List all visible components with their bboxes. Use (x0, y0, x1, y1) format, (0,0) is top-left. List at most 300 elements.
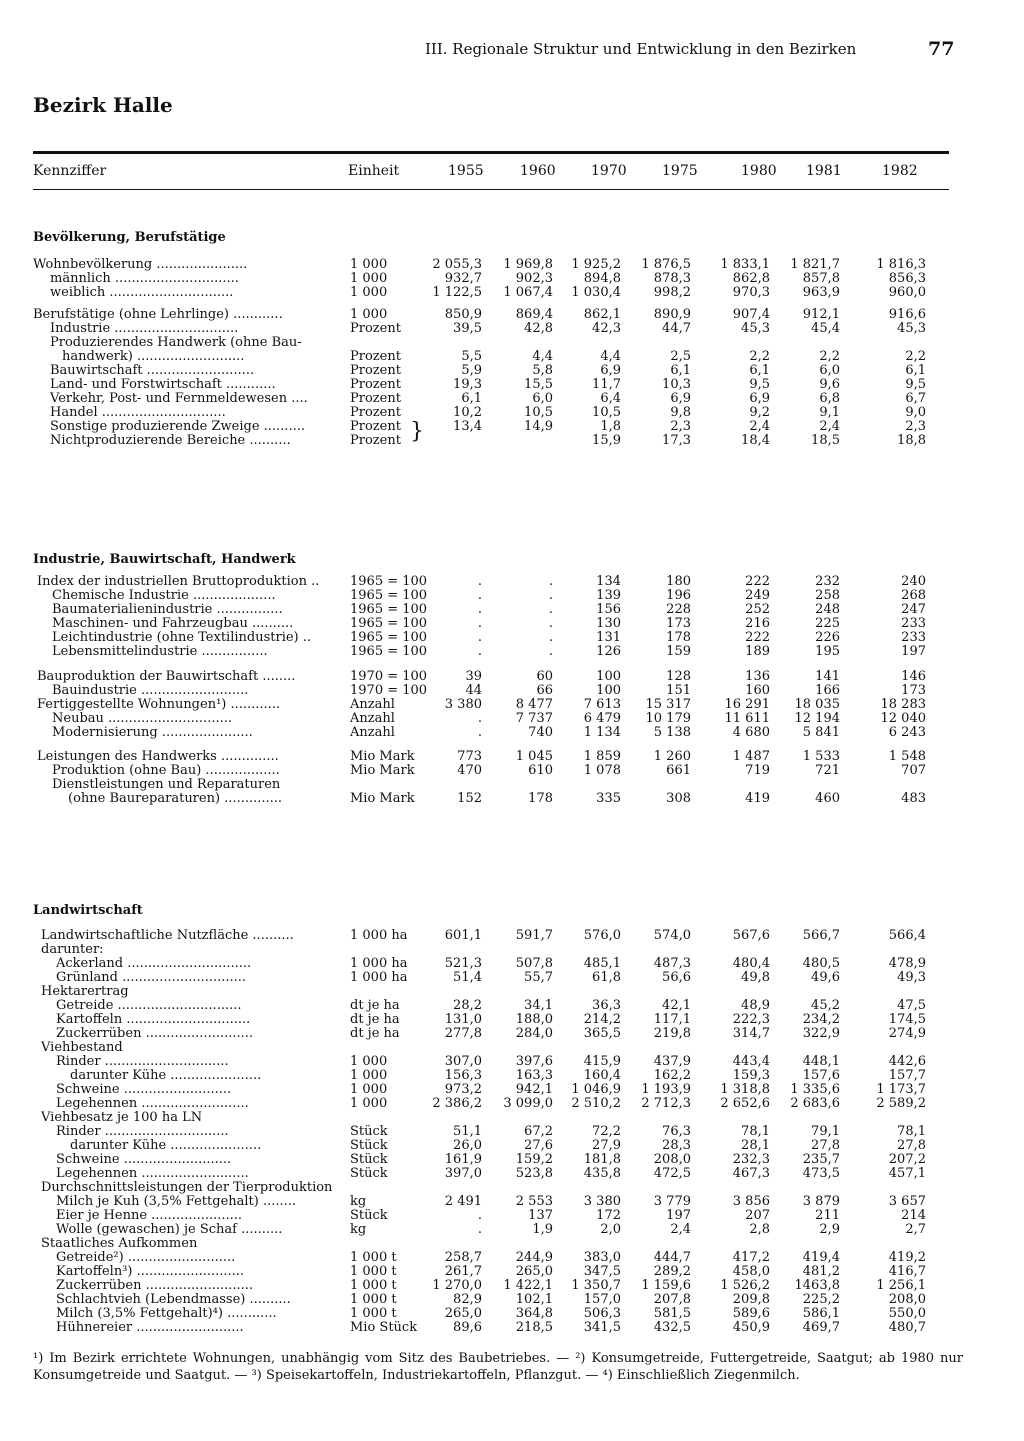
row-unit: 1 000 t (350, 1250, 397, 1265)
row-unit: 1970 = 100 (350, 669, 428, 684)
table-cell: 1 256,1 (876, 1278, 926, 1293)
row-label: Zuckerrüben .......................... (56, 1027, 254, 1041)
row-label: handwerk) .......................... (62, 350, 245, 364)
table-cell: 1 046,9 (571, 1082, 621, 1097)
table-cell: 473,5 (802, 1166, 840, 1181)
row-label: Milch (3,5% Fettgehalt)⁴) ............ (56, 1307, 277, 1321)
table-cell: 265,0 (444, 1306, 482, 1321)
row-label: Fertiggestellte Wohnungen¹) ............ (37, 698, 281, 712)
table-cell: 42,3 (592, 321, 621, 336)
row-unit: 1 000 (350, 1068, 388, 1083)
table-cell: 365,5 (583, 1026, 621, 1041)
table-cell: 2,3 (905, 419, 926, 434)
table-cell: 214 (901, 1208, 926, 1223)
row-unit: 1965 = 100 (350, 588, 428, 603)
table-cell: 226 (815, 630, 840, 645)
row-unit: Mio Mark (350, 749, 415, 764)
table-row (0, 1251, 1024, 1265)
table-cell: 45,3 (741, 321, 770, 336)
table-header-rule (33, 189, 949, 190)
row-unit: 1 000 ha (350, 970, 408, 985)
table-row (0, 1237, 1024, 1251)
table-cell: 274,9 (888, 1026, 926, 1041)
table-cell: . (548, 644, 553, 659)
table-cell: 252 (745, 602, 770, 617)
table-cell: 181,8 (583, 1152, 621, 1167)
table-row (0, 1083, 1024, 1097)
table-cell: 591,7 (515, 928, 553, 943)
row-label: Rinder .............................. (56, 1125, 229, 1139)
table-cell: 322,9 (802, 1026, 840, 1041)
table-cell: 1 422,1 (503, 1278, 553, 1293)
table-row (0, 617, 1024, 631)
table-cell: 225,2 (802, 1292, 840, 1307)
table-cell: 894,8 (583, 271, 621, 286)
table-cell: 2 683,6 (790, 1096, 840, 1111)
table-cell: . (548, 588, 553, 603)
row-label: Grünland .............................. (56, 971, 247, 985)
table-cell: 878,3 (653, 271, 691, 286)
table-cell: 28,3 (662, 1138, 691, 1153)
table-cell: 601,1 (444, 928, 482, 943)
table-cell: 232,3 (732, 1152, 770, 1167)
row-unit: dt je ha (350, 1026, 400, 1041)
row-label: Rinder .............................. (56, 1055, 229, 1069)
table-row (0, 1307, 1024, 1321)
table-cell: 1 122,5 (432, 285, 482, 300)
table-cell: 912,1 (802, 307, 840, 322)
table-cell: 383,0 (583, 1250, 621, 1265)
table-cell: 6,1 (749, 363, 770, 378)
table-cell: 2,5 (670, 349, 691, 364)
table-cell: 437,9 (653, 1054, 691, 1069)
table-cell: 2,0 (600, 1222, 621, 1237)
row-unit: Prozent (350, 391, 401, 406)
table-cell: 1 260 (653, 749, 691, 764)
table-cell: 721 (815, 763, 840, 778)
table-cell: 1 969,8 (503, 257, 553, 272)
column-header-unit: Einheit (348, 163, 400, 179)
page-title: Bezirk Halle (33, 93, 173, 117)
table-cell: 856,3 (888, 271, 926, 286)
table-cell: 416,7 (888, 1264, 926, 1279)
table-cell: 49,3 (897, 970, 926, 985)
table-cell: 208,0 (888, 1292, 926, 1307)
table-cell: . (548, 616, 553, 631)
table-cell: 1 925,2 (571, 257, 621, 272)
table-cell: 178 (666, 630, 691, 645)
table-cell: 5 841 (802, 725, 840, 740)
table-cell: 6,9 (600, 363, 621, 378)
table-cell: . (477, 1222, 482, 1237)
table-cell: 211 (815, 1208, 840, 1223)
row-unit: Mio Stück (350, 1320, 418, 1335)
table-cell: 566,7 (802, 928, 840, 943)
table-cell: 61,8 (592, 970, 621, 985)
table-row (0, 589, 1024, 603)
row-label: Wolle (gewaschen) je Schaf .......... (56, 1223, 283, 1237)
column-header-year: 1981 (806, 163, 842, 179)
table-row (0, 603, 1024, 617)
table-cell: 100 (596, 683, 621, 698)
table-cell: 335 (596, 791, 621, 806)
table-cell: 902,3 (515, 271, 553, 286)
table-cell: 18,8 (897, 433, 926, 448)
table-cell: 130 (596, 616, 621, 631)
table-cell: 2 491 (444, 1194, 482, 1209)
table-cell: 9,0 (905, 405, 926, 420)
row-unit: 1 000 t (350, 1264, 397, 1279)
table-cell: 27,8 (897, 1138, 926, 1153)
table-cell: 208,0 (653, 1152, 691, 1167)
table-row (0, 712, 1024, 726)
row-label: Viehbestand (41, 1041, 123, 1055)
table-row (0, 322, 1024, 336)
table-cell: 963,9 (802, 285, 840, 300)
table-cell: 156 (596, 602, 621, 617)
table-row (0, 670, 1024, 684)
table-cell: 159,3 (732, 1068, 770, 1083)
table-cell: 1463,8 (794, 1278, 840, 1293)
row-label: darunter Kühe ...................... (70, 1139, 262, 1153)
table-row (0, 698, 1024, 712)
row-label: Land- und Forstwirtschaft ............ (50, 378, 276, 392)
table-cell: 458,0 (732, 1264, 770, 1279)
table-cell: 60 (536, 669, 553, 684)
table-row (0, 1321, 1024, 1335)
table-cell: 2 652,6 (720, 1096, 770, 1111)
table-row (0, 943, 1024, 957)
row-label: Ackerland .............................. (56, 957, 252, 971)
row-label: Bauindustrie .......................... (52, 684, 249, 698)
table-cell: 2,4 (819, 419, 840, 434)
table-cell: 44,7 (662, 321, 691, 336)
table-cell: 36,3 (592, 998, 621, 1013)
table-cell: 1 045 (515, 749, 553, 764)
table-cell: 214,2 (583, 1012, 621, 1027)
table-cell: 6,0 (532, 391, 553, 406)
table-cell: 233 (901, 630, 926, 645)
table-cell: 156,3 (444, 1068, 482, 1083)
table-cell: 470 (457, 763, 482, 778)
row-label: Getreide²) .......................... (56, 1251, 236, 1265)
column-header-year: 1975 (662, 163, 698, 179)
table-cell: 249 (745, 588, 770, 603)
table-cell: 51,1 (453, 1124, 482, 1139)
row-label: Handel .............................. (50, 406, 226, 420)
table-cell: 188,0 (515, 1012, 553, 1027)
row-label: Verkehr, Post- und Fernmeldewesen .... (50, 392, 308, 406)
row-label: Durchschnittsleistungen der Tierproduktion (41, 1181, 333, 1195)
table-cell: 207 (745, 1208, 770, 1223)
table-cell: 248 (815, 602, 840, 617)
table-cell: 42,8 (524, 321, 553, 336)
row-unit: Anzahl (350, 725, 395, 740)
table-row (0, 726, 1024, 740)
table-cell: 589,6 (732, 1306, 770, 1321)
table-cell: 1 270,0 (432, 1278, 482, 1293)
table-row (0, 999, 1024, 1013)
table-cell: 1 173,7 (876, 1082, 926, 1097)
table-cell: 1 533 (802, 749, 840, 764)
table-cell: 232 (815, 574, 840, 589)
row-unit: 1 000 (350, 1096, 388, 1111)
table-cell: 3 380 (583, 1194, 621, 1209)
table-cell: 258 (815, 588, 840, 603)
table-cell: 2,8 (749, 1222, 770, 1237)
row-label: weiblich .............................. (50, 286, 234, 300)
table-cell: 55,7 (524, 970, 553, 985)
table-cell: 432,5 (653, 1320, 691, 1335)
section-heading: Bevölkerung, Berufstätige (33, 230, 226, 245)
table-row (0, 1041, 1024, 1055)
table-row (0, 1279, 1024, 1293)
table-cell: 419,4 (802, 1250, 840, 1265)
table-row (0, 392, 1024, 406)
table-cell: 159 (666, 644, 691, 659)
table-cell: 222 (745, 574, 770, 589)
table-cell: 1 833,1 (720, 257, 770, 272)
table-cell: 289,2 (653, 1264, 691, 1279)
table-cell: 2 712,3 (641, 1096, 691, 1111)
row-unit: 1 000 ha (350, 928, 408, 943)
row-label: Legehennen .......................... (56, 1097, 249, 1111)
table-cell: 2,4 (670, 1222, 691, 1237)
row-label: männlich .............................. (50, 272, 239, 286)
row-label: Industrie .............................. (50, 322, 239, 336)
table-cell: 942,1 (515, 1082, 553, 1097)
table-cell: 916,6 (888, 307, 926, 322)
table-row (0, 764, 1024, 778)
row-unit: Prozent (350, 349, 401, 364)
row-unit: 1 000 (350, 1082, 388, 1097)
table-cell: 907,4 (732, 307, 770, 322)
row-label: Berufstätige (ohne Lehrlinge) ............ (33, 308, 283, 322)
row-label: Chemische Industrie .................... (52, 589, 276, 603)
table-cell: 307,0 (444, 1054, 482, 1069)
table-cell: 78,1 (741, 1124, 770, 1139)
table-row (0, 1167, 1024, 1181)
table-cell: 15,9 (592, 433, 621, 448)
table-cell: 209,8 (732, 1292, 770, 1307)
table-row (0, 1027, 1024, 1041)
table-cell: 1 548 (888, 749, 926, 764)
table-cell: 42,1 (662, 998, 691, 1013)
table-cell: . (477, 644, 482, 659)
table-cell: 973,2 (444, 1082, 482, 1097)
table-cell: 9,5 (905, 377, 926, 392)
table-cell: 76,3 (662, 1124, 691, 1139)
table-cell: 131,0 (444, 1012, 482, 1027)
column-header-year: 1960 (520, 163, 556, 179)
table-cell: . (548, 602, 553, 617)
table-cell: 189 (745, 644, 770, 659)
row-unit: dt je ha (350, 998, 400, 1013)
table-cell: 483 (901, 791, 926, 806)
table-row (0, 1097, 1024, 1111)
table-cell: 485,1 (583, 956, 621, 971)
row-label: Maschinen- und Fahrzeugbau .......... (52, 617, 294, 631)
table-row (0, 378, 1024, 392)
table-cell: 134 (596, 574, 621, 589)
table-row (0, 1069, 1024, 1083)
table-cell: 2 553 (515, 1194, 553, 1209)
table-cell: 82,9 (453, 1292, 482, 1307)
table-cell: 51,4 (453, 970, 482, 985)
table-row (0, 420, 1024, 434)
row-label: Baumaterialienindustrie ................ (52, 603, 283, 617)
column-header-year: 1955 (448, 163, 484, 179)
table-cell: 314,7 (732, 1026, 770, 1041)
row-unit: 1 000 (350, 257, 388, 272)
table-row (0, 1125, 1024, 1139)
table-cell: 17,3 (662, 433, 691, 448)
row-label: Modernisierung ...................... (52, 726, 253, 740)
table-row (0, 1293, 1024, 1307)
table-cell: 72,2 (592, 1124, 621, 1139)
row-unit: 1965 = 100 (350, 644, 428, 659)
table-cell: 3 099,0 (503, 1096, 553, 1111)
table-row (0, 1139, 1024, 1153)
table-cell: 9,8 (670, 405, 691, 420)
table-row (0, 308, 1024, 322)
row-label: Produktion (ohne Bau) .................. (52, 764, 280, 778)
table-row (0, 778, 1024, 792)
row-label: (ohne Baureparaturen) .............. (68, 792, 283, 806)
table-cell: 443,4 (732, 1054, 770, 1069)
table-cell: 139 (596, 588, 621, 603)
table-row (0, 1223, 1024, 1237)
table-cell: 162,2 (653, 1068, 691, 1083)
table-cell: . (477, 711, 482, 726)
row-unit: 1 000 (350, 285, 388, 300)
table-cell: 18 283 (880, 697, 926, 712)
table-cell: 160 (745, 683, 770, 698)
table-cell: 3 657 (888, 1194, 926, 1209)
table-cell: 478,9 (888, 956, 926, 971)
table-row (0, 272, 1024, 286)
table-cell: 460 (815, 791, 840, 806)
table-cell: 521,3 (444, 956, 482, 971)
table-row (0, 631, 1024, 645)
row-unit: 1965 = 100 (350, 602, 428, 617)
table-cell: 172 (596, 1208, 621, 1223)
table-cell: 2,2 (905, 349, 926, 364)
row-label: Sonstige produzierende Zweige .......... (50, 420, 305, 434)
table-cell: 247 (901, 602, 926, 617)
table-cell: 235,7 (802, 1152, 840, 1167)
table-cell: 157,6 (802, 1068, 840, 1083)
row-label: Eier je Henne ...................... (56, 1209, 243, 1223)
row-unit: 1965 = 100 (350, 574, 428, 589)
table-cell: 550,0 (888, 1306, 926, 1321)
table-cell: 2,4 (749, 419, 770, 434)
table-cell: 480,4 (732, 956, 770, 971)
row-unit: Prozent (350, 419, 401, 434)
table-row (0, 1055, 1024, 1069)
column-header-year: 1980 (741, 163, 777, 179)
table-cell: 610 (528, 763, 553, 778)
table-cell: 44 (465, 683, 482, 698)
table-cell: 39 (465, 669, 482, 684)
table-cell: 117,1 (653, 1012, 691, 1027)
table-cell: 850,9 (444, 307, 482, 322)
table-cell: 131 (596, 630, 621, 645)
table-cell: 10,2 (453, 405, 482, 420)
table-cell: 240 (901, 574, 926, 589)
row-label: Schweine .......................... (56, 1153, 232, 1167)
table-cell: 576,0 (583, 928, 621, 943)
row-label: Leistungen des Handwerks .............. (37, 750, 279, 764)
table-cell: 2 386,2 (432, 1096, 482, 1111)
table-cell: 707 (901, 763, 926, 778)
table-cell: 5 138 (653, 725, 691, 740)
table-cell: 1 159,6 (641, 1278, 691, 1293)
table-cell: 45,2 (811, 998, 840, 1013)
table-top-rule (33, 151, 949, 154)
table-cell: 18,5 (811, 433, 840, 448)
table-row (0, 286, 1024, 300)
table-cell: 1 193,9 (641, 1082, 691, 1097)
table-cell: 5,8 (532, 363, 553, 378)
table-cell: 1 526,2 (720, 1278, 770, 1293)
row-label: Schweine .......................... (56, 1083, 232, 1097)
table-cell: 11,7 (592, 377, 621, 392)
table-cell: 1 078 (583, 763, 621, 778)
table-cell: 45,4 (811, 321, 840, 336)
table-cell: 5,9 (461, 363, 482, 378)
table-cell: 7 613 (583, 697, 621, 712)
table-cell: 160,4 (583, 1068, 621, 1083)
table-row (0, 684, 1024, 698)
table-cell: 2 589,2 (876, 1096, 926, 1111)
table-cell: 506,3 (583, 1306, 621, 1321)
table-cell: 151 (666, 683, 691, 698)
column-header-year: 1970 (591, 163, 627, 179)
table-cell: 12 040 (880, 711, 926, 726)
table-cell: . (477, 630, 482, 645)
table-cell: 467,3 (732, 1166, 770, 1181)
table-cell: 225 (815, 616, 840, 631)
table-cell: 347,5 (583, 1264, 621, 1279)
table-row (0, 406, 1024, 420)
table-cell: 435,8 (583, 1166, 621, 1181)
table-cell: 146 (901, 669, 926, 684)
table-cell: 18,4 (741, 433, 770, 448)
table-cell: 195 (815, 644, 840, 659)
table-cell: 152 (457, 791, 482, 806)
table-cell: 45,3 (897, 321, 926, 336)
table-cell: 6,9 (670, 391, 691, 406)
row-unit: 1 000 (350, 307, 388, 322)
table-cell: 163,3 (515, 1068, 553, 1083)
row-unit: 1 000 t (350, 1278, 397, 1293)
table-cell: 2 055,3 (432, 257, 482, 272)
row-unit: Mio Mark (350, 791, 415, 806)
table-cell: 14,9 (524, 419, 553, 434)
table-cell: 222,3 (732, 1012, 770, 1027)
table-cell: 1 859 (583, 749, 621, 764)
table-cell: 161,9 (444, 1152, 482, 1167)
table-cell: 47,5 (897, 998, 926, 1013)
table-cell: 3 380 (444, 697, 482, 712)
table-cell: 10,5 (524, 405, 553, 420)
table-cell: 444,7 (653, 1250, 691, 1265)
column-header-label: Kennziffer (33, 163, 107, 179)
row-unit: Stück (350, 1208, 388, 1223)
table-cell: 18 035 (794, 697, 840, 712)
row-unit: 1 000 t (350, 1306, 397, 1321)
